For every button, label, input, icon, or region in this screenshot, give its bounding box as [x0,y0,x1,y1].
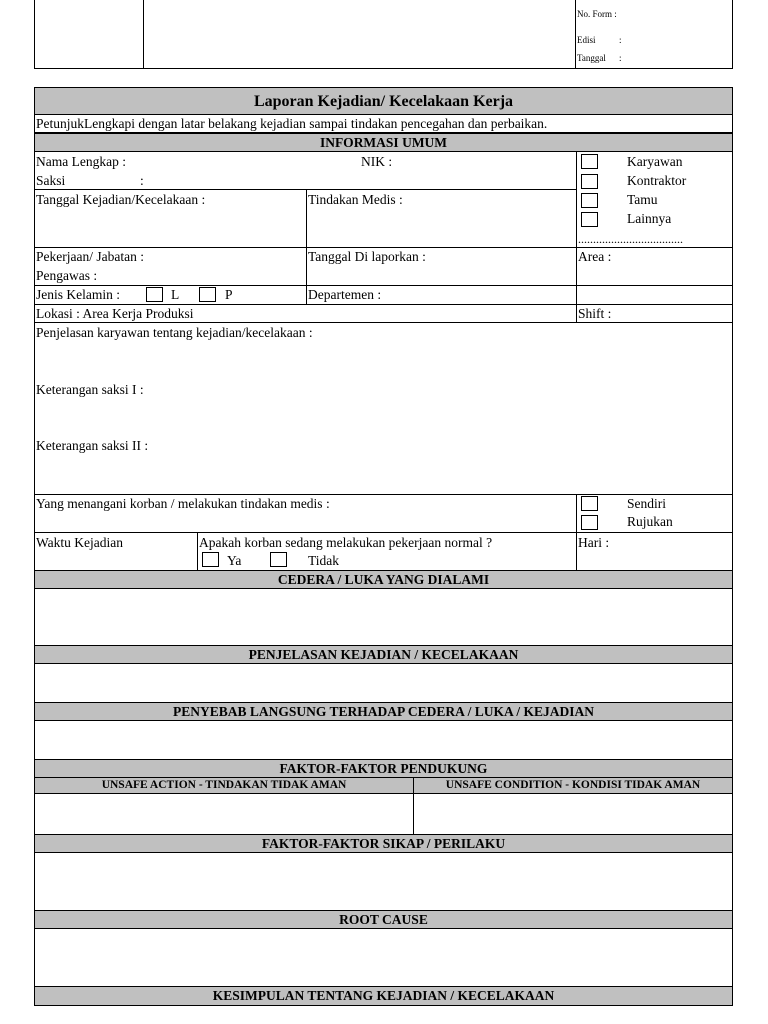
status-karyawan-checkbox[interactable] [581,154,598,169]
status-column-divider [576,151,577,322]
departemen-label: Departemen : [308,287,382,302]
shift-label: Shift : [578,306,612,321]
hari-divider [576,533,577,570]
normal-ya-label: Ya [227,553,242,568]
waktu-row [34,532,733,571]
section-penyebab: PENYEBAB LANGSUNG TERHADAP CEDERA / LUKA / KEJADIAN [34,702,733,721]
saksi-colon: : [140,173,144,188]
tanggal-kejadian-label: Tanggal Kejadian/Kecelakaan : [36,192,206,207]
status-karyawan-label: Karyawan [627,154,683,169]
gender-l-checkbox[interactable] [146,287,163,302]
handler-options-divider [576,494,577,532]
header-logo-cell [143,0,144,68]
sikap-field[interactable] [34,852,733,911]
penjelasan-field[interactable] [34,663,733,703]
row-divider [35,285,733,286]
jenis-kelamin-label: Jenis Kelamin : [36,287,120,302]
cedera-field[interactable] [34,588,733,646]
status-kontraktor-checkbox[interactable] [581,174,598,189]
root-cause-field[interactable] [34,928,733,987]
hari-label: Hari : [578,535,610,550]
lokasi-label: Lokasi : Area Kerja Produksi [36,306,194,321]
handler-rujukan-label: Rujukan [627,514,673,529]
keterangan-saksi-1-label: Keterangan saksi I : [36,382,144,397]
section-penjelasan: PENJELASAN KEJADIAN / KECELAKAAN [34,645,733,664]
pengawas-label: Pengawas : [36,268,98,283]
saksi-label: Saksi [36,173,66,188]
instruction-row [34,114,733,133]
unsafe-action-field[interactable] [35,793,413,834]
area-label: Area : [578,249,612,264]
gender-p-label: P [225,287,233,302]
section-kesimpulan: KESIMPULAN TENTANG KEJADIAN / KECELAKAAN [34,986,733,1006]
unsafe-condition-header: UNSAFE CONDITION - KONDISI TIDAK AMAN [413,777,733,794]
pekerjaan-jabatan-label: Pekerjaan/ Jabatan : [36,249,144,264]
status-tamu-checkbox[interactable] [581,193,598,208]
tindakan-medis-label: Tindakan Medis : [308,192,403,207]
tanggal-label: Tanggal [577,53,606,63]
section-root-cause: ROOT CAUSE [34,910,733,929]
header-meta-cell [575,0,576,68]
pekerjaan-normal-question: Apakah korban sedang melakukan pekerjaan normal ? [199,535,493,550]
section-informasi-umum: INFORMASI UMUM [34,133,733,152]
status-kontraktor-label: Kontraktor [627,173,687,188]
penyebab-field[interactable] [34,720,733,760]
row-divider [35,304,733,305]
general-info-block [34,151,733,323]
handler-row [34,494,733,533]
gender-l-label: L [171,287,180,302]
normal-ya-checkbox[interactable] [202,552,219,567]
status-tamu-label: Tamu [627,192,658,207]
edisi-colon: : [619,35,622,45]
unsafe-fields [34,793,733,835]
no-form-label: No. Form : [577,9,617,19]
tanggal-dilaporkan-label: Tanggal Di laporkan : [308,249,426,264]
row-divider [35,247,733,248]
instruction-text: PetunjukLengkapi dengan latar belakang kejadian sampai tindakan pencegahan dan perbaikan. [36,116,548,131]
status-lainnya-checkbox[interactable] [581,212,598,227]
handler-sendiri-label: Sendiri [627,496,666,511]
unsafe-action-header: UNSAFE ACTION - TINDAKAN TIDAK AMAN [34,777,414,794]
statement-block [34,322,733,495]
menangani-korban-label: Yang menangani korban / melakukan tindakan medis : [36,496,330,511]
handler-sendiri-checkbox[interactable] [581,496,598,511]
row-divider [35,189,576,190]
gender-p-checkbox[interactable] [199,287,216,302]
keterangan-saksi-2-label: Keterangan saksi II : [36,438,149,453]
section-faktor-pendukung: FAKTOR-FAKTOR PENDUKUNG [34,759,733,778]
edisi-label: Edisi [577,35,596,45]
waktu-kejadian-label: Waktu Kejadian [36,535,124,550]
section-cedera: CEDERA / LUKA YANG DIALAMI [34,570,733,589]
normal-tidak-label: Tidak [308,553,340,568]
waktu-divider [197,533,198,570]
status-other-dots: ................................... [578,232,683,246]
nama-lengkap-label: Nama Lengkap : [36,154,126,169]
penjelasan-karyawan-label: Penjelasan karyawan tentang kejadian/kecelakaan : [36,325,313,340]
nik-label: NIK : [361,154,393,169]
form-title-bar [34,87,733,115]
document-header-block [34,0,733,69]
handler-rujukan-checkbox[interactable] [581,515,598,530]
section-sikap-perilaku: FAKTOR-FAKTOR SIKAP / PERILAKU [34,834,733,853]
tanggal-colon: : [619,53,622,63]
status-lainnya-label: Lainnya [627,211,672,226]
form-title: Laporan Kejadian/ Kecelakaan Kerja [253,93,514,110]
unsafe-divider [413,793,414,834]
unsafe-condition-field[interactable] [415,793,732,834]
normal-tidak-checkbox[interactable] [270,552,287,567]
